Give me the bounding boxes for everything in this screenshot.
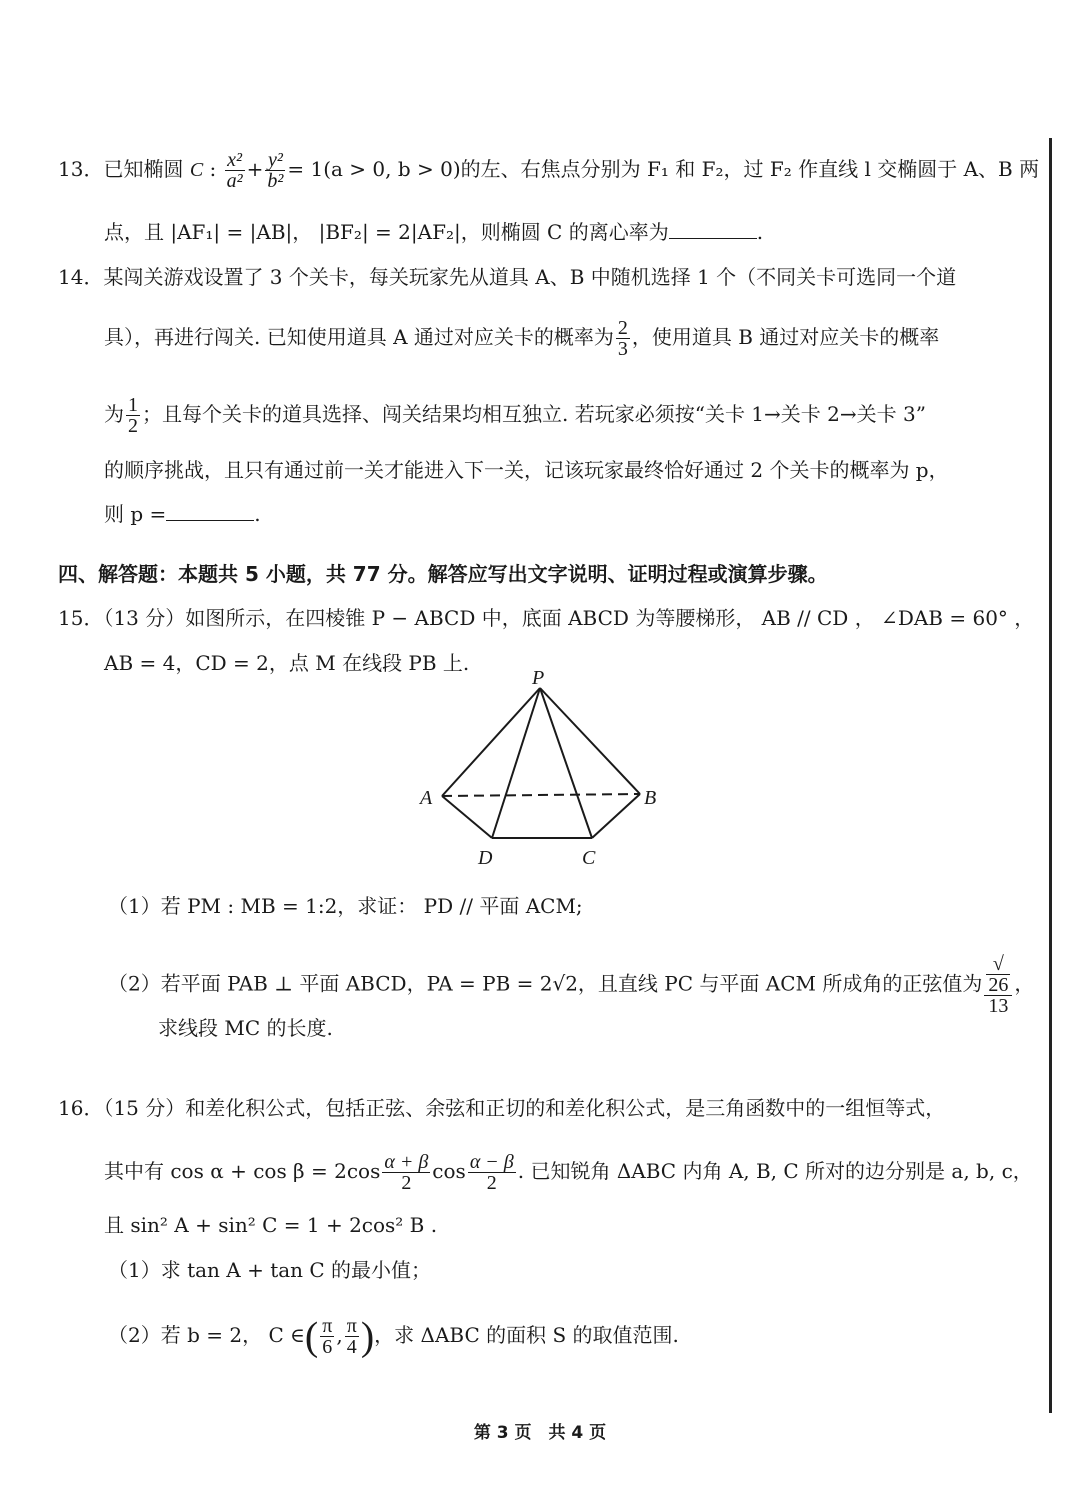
- q16-number: 16．: [58, 1096, 104, 1120]
- q16-line-1: 16．（15 分）和差化积公式，包括正弦、余弦和正切的和差化积公式，是三角函数中的一组恒等式，: [58, 1096, 946, 1120]
- label-B: B: [644, 787, 657, 809]
- edge-AB-hidden: [442, 794, 640, 796]
- edge-PC: [540, 688, 592, 838]
- q14-line-1: 14．某闯关游戏设置了 3 个关卡，每关玩家先从道具 A、B 中随机选择 1 个（不同关卡可选同一个道: [58, 265, 957, 289]
- q15-number: 15．: [58, 606, 104, 630]
- q16-line-2: 其中有 cos α + cos β = 2cos $\frac{\alpha + \beta}{2}$ cos $\frac{\alpha - \beta}{2}$ . 已知锐角 ΔABC 内角 A, B, C 所对的边分别是 a, b, c，: [104, 1151, 1033, 1194]
- q15-line-2: AB = 4，CD = 2，点 M 在线段 PB 上.: [104, 651, 470, 675]
- q13-line-1: 13．已知椭圆 C : $\frac{\text{x²}}{\text{a²}}$ + $\frac{\text{y²}}{\text{b²}}$ = 1(a > 0, b > 0)的左、右焦点分别为 F₁ 和 F₂，过 F₂ 作直线 l 交椭圆于 A、B 两: [58, 149, 1040, 192]
- label-C: C: [582, 847, 596, 869]
- page-footer: 第 3 页 共 4 页: [473, 1423, 607, 1443]
- q14-line-5: 则 p = .: [104, 502, 261, 526]
- q14-prob-b: $\frac{1}{2}$: [128, 394, 138, 437]
- margin-rule: [1049, 138, 1052, 1413]
- q14-number: 14．: [58, 265, 104, 289]
- edge-PA: [442, 688, 540, 796]
- pyramid-figure: [410, 668, 670, 874]
- q15-line-1: 15．（13 分）如图所示，在四棱锥 P − ABCD 中，底面 ABCD 为等腰梯形， AB // CD ， ∠DAB = 60° ，: [58, 606, 1035, 630]
- q14-answer-blank[interactable]: [166, 500, 254, 521]
- q14-line-4: 的顺序挑战，且只有通过前一关才能进入下一关，记该玩家最终恰好通过 2 个关卡的概率为 p，: [104, 458, 949, 482]
- q13-answer-blank[interactable]: [669, 218, 757, 239]
- q15-part-1: （1）若 PM : MB = 1:2，求证： PD // 平面 ACM;: [108, 894, 583, 918]
- label-D: D: [478, 847, 493, 869]
- q16-interval-high: $\frac{\pi}{4}$: [346, 1315, 357, 1358]
- q15-sine-value: √ 26 13: [984, 954, 1012, 1016]
- q13-frac-x: $\frac{\text{x²}}{\text{a²}}$: [226, 149, 243, 192]
- edge-PD: [492, 688, 540, 838]
- q16-frac-sum: $\frac{\alpha + \beta}{2}$: [384, 1151, 429, 1194]
- label-A: A: [420, 787, 433, 809]
- q16-interval-low: $\frac{\pi}{6}$: [322, 1315, 333, 1358]
- q14-line-3: 为 $\frac{1}{2}$ ；且每个关卡的道具选择、闯关结果均相互独立. 若玩家必须按“关卡 1→关卡 2→关卡 3”: [104, 394, 926, 437]
- q13-number: 13．: [58, 157, 104, 181]
- label-P: P: [532, 668, 545, 689]
- q13-line-2: 点，且 |AF₁| = |AB|， |BF₂| = 2|AF₂|，则椭圆 C 的离心率为 .: [104, 220, 764, 244]
- q13-frac-y: $\frac{\text{y²}}{\text{b²}}$: [267, 149, 284, 192]
- q15-part-2: （2）若平面 PAB ⊥ 平面 ABCD，PA = PB = 2√2，且直线 PC 与平面 ACM 所成角的正弦值为 √ 26 13 ，: [108, 953, 1035, 1017]
- q15-part-2-cont: 求线段 MC 的长度.: [158, 1016, 333, 1040]
- q14-line-2: 具），再进行闯关. 已知使用道具 A 通过对应关卡的概率为 $\frac{2}{3}$ ，使用道具 B 通过对应关卡的概率: [104, 317, 940, 360]
- q16-line-3: 且 sin² A + sin² C = 1 + 2cos² B .: [104, 1213, 438, 1237]
- q14-prob-a: $\frac{2}{3}$: [617, 317, 628, 360]
- section-heading: 四、解答题：本题共 5 小题，共 77 分。解答应写出文字说明、证明过程或演算步骤。: [58, 562, 828, 586]
- edge-AD: [442, 796, 492, 838]
- q16-part-1: （1）求 tan A + tan C 的最小值；: [108, 1258, 432, 1282]
- edge-CB: [592, 794, 640, 838]
- q16-frac-diff: $\frac{\alpha - \beta}{2}$: [469, 1151, 514, 1194]
- q16-part-2: （2）若 b = 2， C ∈( $\frac{\pi}{6}$ , $\frac{\pi}{4}$ )，求 ΔABC 的面积 S 的取值范围.: [108, 1313, 679, 1359]
- edge-PB: [540, 688, 640, 794]
